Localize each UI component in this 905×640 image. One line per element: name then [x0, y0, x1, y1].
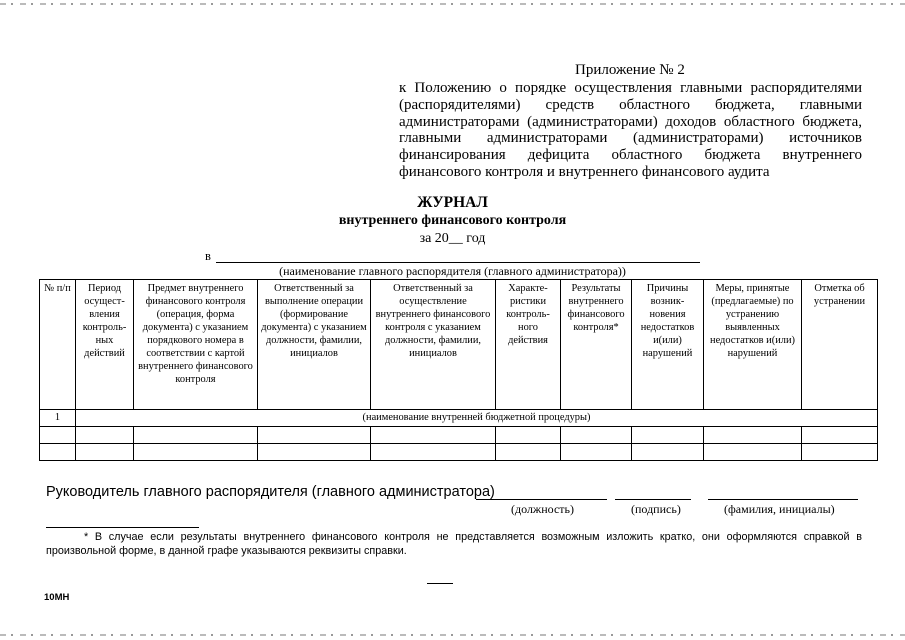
table-cell: [76, 427, 134, 444]
table-cell: [371, 444, 496, 461]
header-mark: Отметка об устранении: [802, 280, 878, 410]
organization-caption: (наименование главного распорядителя (главного администратора)): [279, 264, 626, 278]
table-cell: [704, 427, 802, 444]
table-cell: [496, 444, 561, 461]
appendix-text: к Положению о порядке осуществления главными распорядителями (распорядителями) средств областного бюджета, главными администраторами (администраторами) доходов областного бюджета, главными администраторами (администраторами) источников финансирования дефицита областного бюджета внутреннего финансового контроля и внутреннего финансового аудита: [399, 80, 862, 180]
table-cell: [704, 444, 802, 461]
table-cell: [561, 444, 632, 461]
appendix-title: Приложение № 2: [575, 62, 685, 78]
row-number: 1: [40, 410, 76, 427]
table-cell: [134, 444, 258, 461]
journal-title: ЖУРНАЛ: [417, 194, 488, 211]
journal-year: за 20__ год: [419, 231, 486, 246]
table-row: [40, 444, 878, 461]
table-cell: [561, 427, 632, 444]
header-causes: Причины возник-новения недостатков и(или) нарушений: [632, 280, 704, 410]
table-cell: [258, 427, 371, 444]
header-characteristics: Характе-ристики контроль-ного действия: [496, 280, 561, 410]
signer-label: Руководитель главного распорядителя (главного администратора): [46, 484, 495, 500]
table-header-row: [40, 280, 878, 410]
scan-edge-bottom: [0, 634, 905, 636]
table-cell: [802, 444, 878, 461]
header-results: Результаты внутреннего финансового контроля*: [561, 280, 632, 410]
form-code: 10МН: [44, 592, 70, 603]
organization-prefix: в: [205, 249, 211, 263]
table-cell: [134, 427, 258, 444]
signature-caption: (подпись): [631, 502, 681, 516]
table-cell: [76, 444, 134, 461]
header-number: № п/п: [40, 280, 76, 410]
table-row: [40, 427, 878, 444]
table-cell: [632, 427, 704, 444]
header-subject: Предмет внутреннего финансового контроля (операция, форма документа) с указанием порядкового номера в соответствии с картой внутреннего финансового контроля: [134, 280, 258, 410]
journal-table: [39, 279, 878, 461]
scan-edge-top: [0, 3, 905, 5]
header-responsible-control: Ответственный за осуществление внутреннего финансового контроля с указанием должности, фамилии, инициалов: [371, 280, 496, 410]
procedure-caption: (наименование внутренней бюджетной процедуры): [76, 410, 878, 427]
table-cell: [802, 427, 878, 444]
page-mark: [427, 583, 453, 584]
procedure-row: [40, 410, 878, 427]
table-cell: [632, 444, 704, 461]
header-responsible-operation: Ответственный за выполнение операции (формирование документа) с указанием должности, фамилии, инициалов: [258, 280, 371, 410]
table-cell: [258, 444, 371, 461]
journal-subtitle: внутреннего финансового контроля: [338, 213, 567, 228]
signature-line: [615, 499, 691, 500]
footnote: * В случае если результаты внутреннего финансового контроля не представляется возможным изложить кратко, они оформляются справкой в произвольной форме, в данной графе указываются реквизиты справки.: [46, 531, 862, 557]
name-line: [708, 499, 858, 500]
header-period: Период осущест-вления контроль-ных действий: [76, 280, 134, 410]
position-line: [476, 499, 607, 500]
table-cell: [40, 444, 76, 461]
footnote-rule: [46, 527, 199, 528]
table-cell: [496, 427, 561, 444]
organization-blank-line: [216, 262, 700, 263]
header-measures: Меры, принятые (предлагаемые) по устранению выявленных недостатков и(или) нарушений: [704, 280, 802, 410]
table-cell: [371, 427, 496, 444]
name-caption: (фамилия, инициалы): [724, 502, 835, 516]
position-caption: (должность): [511, 502, 574, 516]
table-cell: [40, 427, 76, 444]
